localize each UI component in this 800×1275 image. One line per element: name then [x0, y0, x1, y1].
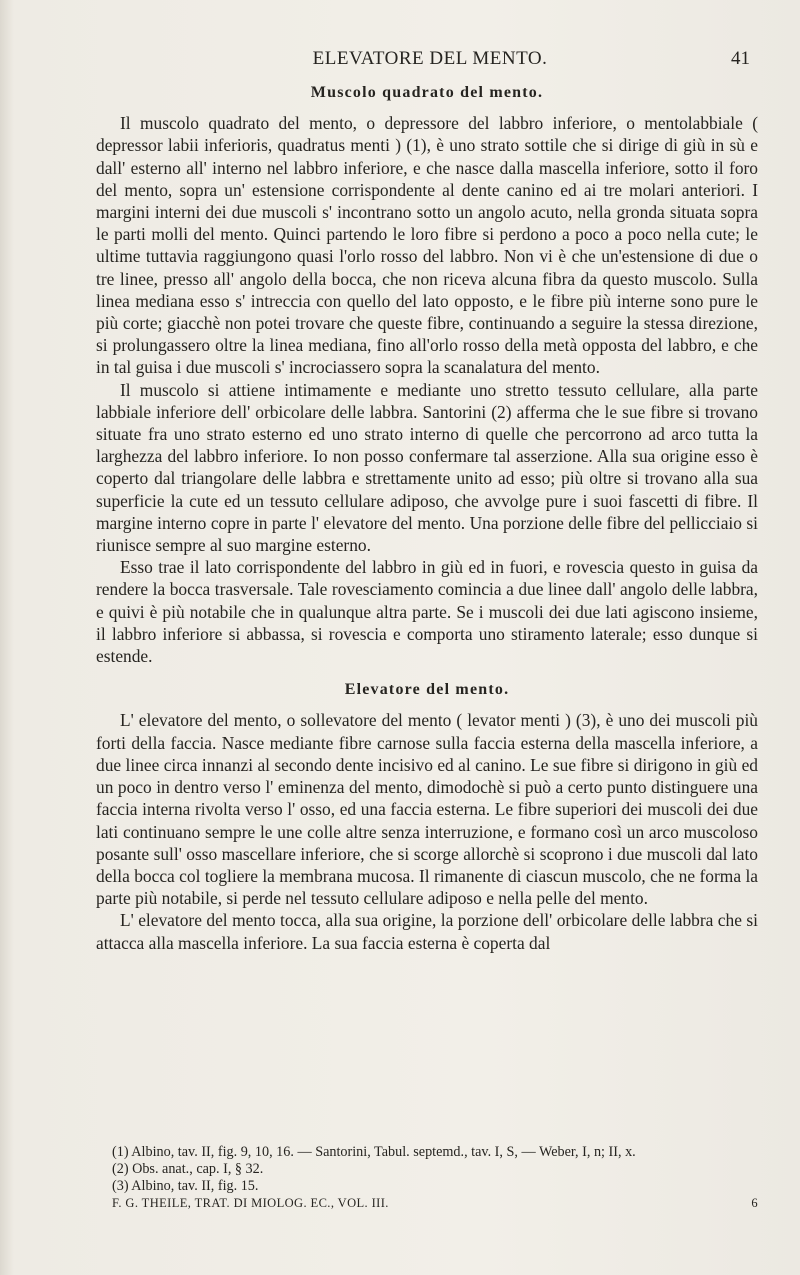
colophon-sheet-number: 6 [751, 1196, 758, 1210]
section-heading: Elevatore del mento. [344, 681, 510, 699]
page-number: 41 [731, 48, 750, 69]
paragraph: L' elevatore del mento tocca, alla sua origine, la porzione dell' orbicolare delle labbra che si attacca alla mascella inferiore. La sua faccia esterna è coperta dal [96, 910, 758, 953]
footnote: (2) Obs. anat., cap. I, § 32. [112, 1161, 264, 1177]
page-header [110, 48, 750, 72]
body-text [96, 82, 758, 954]
running-head: ELEVATORE DEL MENTO. [312, 48, 548, 69]
colophon-signature: F. G. THEILE, TRAT. DI MIOLOG. EC., VOL. III. [112, 1196, 389, 1210]
colophon [96, 1195, 758, 1212]
section-heading: Muscolo quadrato del mento. [310, 84, 544, 101]
footnote: (1) Albino, tav. II, fig. 9, 10, 16. — Santorini, Tabul. septemd., tav. I, S, — Weber, I, n; II, x. [112, 1144, 636, 1160]
paragraph: Il muscolo quadrato del mento, o depressore del labbro inferiore, o mentolabbiale ( depressor labii inferioris, quadratus menti ) (1), è uno strato sottile che si dirige di giù in sù e dall' esterno all' interno nel labbro inferiore, e che nasce dalla mascella inferiore, sotto il foro del mento, sopra un' estensione corrispondente al dente canino ed ai tre molari anteriori. I margini interni dei due muscoli s' incontrano sotto un angolo acuto, nella gronda situata sopra le parti molli del mento. Quinci partendo le loro fibre si perdono a poco a poco nella cute; le ultime tuttavia raggiungono quasi l'orlo rosso del labbro. Non vi è che un'estensione di due o tre linee, presso all' angolo della bocca, che non riceva alcuna fibra da questo muscolo. Sulla linea mediana esso s' intreccia con quello del lato opposto, e le fibre più interne sono pure le più corte; giacchè non potei trovare che queste fibre, continuando a seguire la stessa direzione, si prolungassero oltre la linea mediana, fino all'orlo rosso della metà opposta del labbro, e che in tal guisa i due muscoli s' incrociassero sopra la scanalatura del mento. [96, 113, 758, 378]
footnotes [96, 1144, 758, 1212]
paragraph: Il muscolo si attiene intimamente e mediante uno stretto tessuto cellulare, alla parte labbiale inferiore dell' orbicolare delle labbra. Santorini (2) afferma che le sue fibre si trovano situate fra uno strato esterno ed uno strato interno di quelle che percorrono ad arco tutta la larghezza del labbro inferiore. Io non posso confermare tal asserzione. Alla sua origine esso è coperto dal triangolare delle labbra e strettamente unito ad esso; più oltre si trovano alla sua superficie la cute ed un tessuto cellulare adiposo, che avvolge pure i suoi fascetti di fibre. Il margine interno copre in parte l' elevatore del mento. Una porzione delle fibre del pellicciaio si riunisce sempre al suo margine esterno. [96, 379, 758, 556]
footnote: (3) Albino, tav. II, fig. 15. [112, 1178, 259, 1194]
paragraph: L' elevatore del mento, o sollevatore del mento ( levator menti ) (3), è uno dei muscoli più forti della faccia. Nasce mediante fibre carnose sulla faccia esterna della mascella inferiore, a due linee circa innanzi al secondo dente incisivo ed al canino. Le sue fibre si dirigono in giù ed un poco in dentro verso l' eminenza del mento, dimodochè si può a certo punto distinguere una faccia interna rivolta verso l' osso, ed una faccia esterna. Le fibre superiori dei muscoli dei due lati continuano sempre le une colle altre senza interruzione, e formano così un arco muscoloso posante sull' osso mascellare inferiore, che si scorge allorchè si scoprono i due muscoli dal lato della bocca col togliere la membrana mucosa. Il rimanente di ciascun muscolo, che ne forma la parte più notabile, si perde nel tessuto cellulare adiposo e nella pelle del mento. [96, 710, 758, 909]
paragraph: Esso trae il lato corrispondente del labbro in giù ed in fuori, e rovescia questo in guisa da rendere la bocca trasversale. Tale rovesciamento comincia a due linee dall' angolo delle labbra, e quivi è più notabile che in qualunque altra parte. Se i muscoli dei due lati agiscono insieme, il labbro inferiore si abbassa, si rovescia e comporta uno stiramento laterale; esso dunque si estende. [96, 557, 758, 667]
